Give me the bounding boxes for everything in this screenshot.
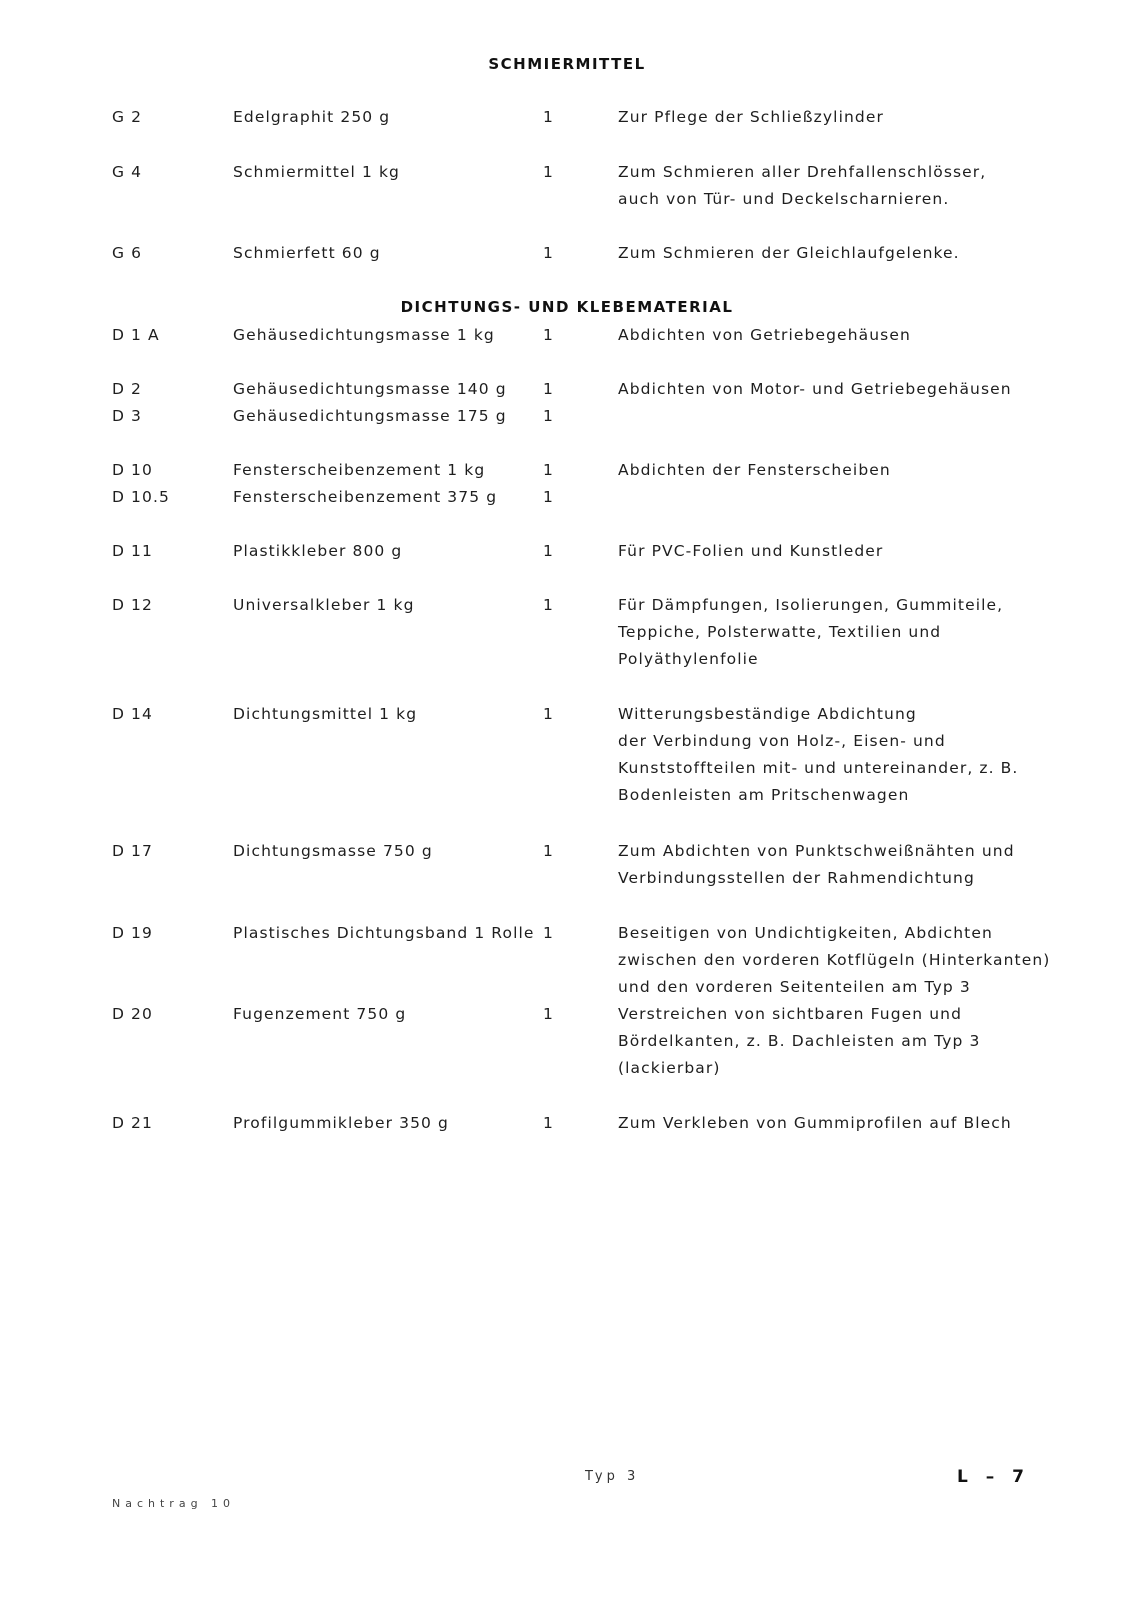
- item-code: D 2: [112, 380, 143, 398]
- item-code: D 1 A: [112, 326, 160, 344]
- item-line: [0, 322, 1134, 349]
- section-heading-schmiermittel: SCHMIERMITTEL: [488, 55, 646, 73]
- item-line: [0, 240, 1134, 267]
- item-code: D 10.5: [112, 488, 170, 506]
- item-line: [0, 728, 1134, 755]
- footer-type-label: Typ 3: [585, 1469, 640, 1484]
- item-usage: Teppiche, Polsterwatte, Textilien und: [618, 623, 942, 641]
- item-line: [0, 755, 1134, 782]
- item-usage: Polyäthylenfolie: [618, 650, 759, 668]
- item-code: D 19: [112, 924, 153, 942]
- item-name: Fensterscheibenzement 1 kg: [233, 461, 486, 479]
- item-line: [0, 782, 1134, 809]
- item-quantity: 1: [543, 326, 554, 344]
- item-name: Schmierfett 60 g: [233, 244, 381, 262]
- item-line: [0, 646, 1134, 673]
- item-line: [0, 592, 1134, 619]
- item-d14: [0, 701, 1134, 809]
- item-usage: Für Dämpfungen, Isolierungen, Gummiteile,: [618, 596, 1004, 614]
- item-quantity: 1: [543, 842, 554, 860]
- item-usage: Zum Schmieren aller Drehfallenschlösser,: [618, 163, 987, 181]
- item-quantity: 1: [543, 596, 554, 614]
- item-usage: Für PVC-Folien und Kunstleder: [618, 542, 884, 560]
- item-line: [0, 186, 1134, 213]
- item-name: Fensterscheibenzement 375 g: [233, 488, 498, 506]
- item-usage: (lackierbar): [618, 1059, 721, 1077]
- item-d10-d10-5: [0, 457, 1134, 511]
- item-d2-d3: [0, 376, 1134, 430]
- item-code: D 12: [112, 596, 153, 614]
- item-quantity: 1: [543, 407, 554, 425]
- item-name: Gehäusedichtungsmasse 175 g: [233, 407, 507, 425]
- item-quantity: 1: [543, 244, 554, 262]
- item-d19-d20: [0, 920, 1134, 1082]
- item-usage: Zum Abdichten von Punktschweißnähten und: [618, 842, 1015, 860]
- item-usage: Abdichten der Fensterscheiben: [618, 461, 891, 479]
- item-name: Profilgummikleber 350 g: [233, 1114, 449, 1132]
- item-line: [0, 1028, 1134, 1055]
- item-usage: Zum Verkleben von Gummiprofilen auf Blech: [618, 1114, 1012, 1132]
- item-g2: [0, 104, 1134, 131]
- item-name: Plastikkleber 800 g: [233, 542, 403, 560]
- item-line: [0, 838, 1134, 865]
- item-quantity: 1: [543, 380, 554, 398]
- item-usage: Abdichten von Getriebegehäusen: [618, 326, 911, 344]
- item-code: D 3: [112, 407, 143, 425]
- item-code: D 21: [112, 1114, 153, 1132]
- item-line: [0, 538, 1134, 565]
- item-line: [0, 947, 1134, 974]
- item-quantity: 1: [543, 108, 554, 126]
- item-line: [0, 1001, 1134, 1028]
- item-quantity: 1: [543, 488, 554, 506]
- item-quantity: 1: [543, 705, 554, 723]
- item-name: Universalkleber 1 kg: [233, 596, 415, 614]
- section-heading-dichtungs-und-klebematerial: DICHTUNGS- UND KLEBEMATERIAL: [400, 298, 734, 316]
- item-code: G 2: [112, 108, 143, 126]
- item-usage: Abdichten von Motor- und Getriebegehäusen: [618, 380, 1012, 398]
- item-name: Edelgraphit 250 g: [233, 108, 391, 126]
- item-usage: Witterungsbeständige Abdichtung: [618, 705, 917, 723]
- item-usage: Beseitigen von Undichtigkeiten, Abdichten: [618, 924, 993, 942]
- item-usage: Bodenleisten am Pritschenwagen: [618, 786, 910, 804]
- item-name: Gehäusedichtungsmasse 140 g: [233, 380, 507, 398]
- item-code: D 20: [112, 1005, 153, 1023]
- item-line: [0, 619, 1134, 646]
- item-usage: zwischen den vorderen Kotflügeln (Hinterkanten): [618, 951, 1051, 969]
- item-line: [0, 865, 1134, 892]
- item-code: D 10: [112, 461, 153, 479]
- item-name: Schmiermittel 1 kg: [233, 163, 400, 181]
- item-code: D 14: [112, 705, 153, 723]
- item-name: Dichtungsmasse 750 g: [233, 842, 433, 860]
- footer-supplement-label: Nachtrag 10: [112, 1497, 236, 1510]
- item-code: D 17: [112, 842, 153, 860]
- item-line: [0, 974, 1134, 1001]
- item-line: [0, 1110, 1134, 1137]
- item-code: D 11: [112, 542, 153, 560]
- item-line: [0, 159, 1134, 186]
- item-g6: [0, 240, 1134, 267]
- item-quantity: 1: [543, 461, 554, 479]
- item-d21: [0, 1110, 1134, 1137]
- item-usage: der Verbindung von Holz-, Eisen- und: [618, 732, 946, 750]
- item-usage: und den vorderen Seitenteilen am Typ 3: [618, 978, 971, 996]
- item-quantity: 1: [543, 924, 554, 942]
- item-usage: Zur Pflege der Schließzylinder: [618, 108, 884, 126]
- item-line: [0, 457, 1134, 484]
- item-quantity: 1: [543, 542, 554, 560]
- item-usage: auch von Tür- und Deckelscharnieren.: [618, 190, 950, 208]
- item-usage: Bördelkanten, z. B. Dachleisten am Typ 3: [618, 1032, 981, 1050]
- item-quantity: 1: [543, 1005, 554, 1023]
- item-g4: [0, 159, 1134, 213]
- item-line: [0, 701, 1134, 728]
- item-quantity: 1: [543, 163, 554, 181]
- item-d1a: [0, 322, 1134, 349]
- item-code: G 6: [112, 244, 143, 262]
- item-d11: [0, 538, 1134, 565]
- footer-page-number: L – 7: [957, 1467, 1030, 1487]
- item-line: [0, 376, 1134, 403]
- item-quantity: 1: [543, 1114, 554, 1132]
- item-name: Dichtungsmittel 1 kg: [233, 705, 418, 723]
- item-d12: [0, 592, 1134, 673]
- item-code: G 4: [112, 163, 143, 181]
- item-line: [0, 920, 1134, 947]
- item-d17: [0, 838, 1134, 892]
- item-line: [0, 403, 1134, 430]
- item-line: [0, 484, 1134, 511]
- item-line: [0, 104, 1134, 131]
- item-usage: Verstreichen von sichtbaren Fugen und: [618, 1005, 963, 1023]
- item-line: [0, 1055, 1134, 1082]
- item-usage: Kunststoffteilen mit- und untereinander, z. B.: [618, 759, 1019, 777]
- item-usage: Zum Schmieren der Gleichlaufgelenke.: [618, 244, 960, 262]
- item-usage: Verbindungsstellen der Rahmendichtung: [618, 869, 975, 887]
- item-name: Fugenzement 750 g: [233, 1005, 407, 1023]
- item-name: Plastisches Dichtungsband 1 Rolle: [233, 924, 535, 942]
- item-name: Gehäusedichtungsmasse 1 kg: [233, 326, 495, 344]
